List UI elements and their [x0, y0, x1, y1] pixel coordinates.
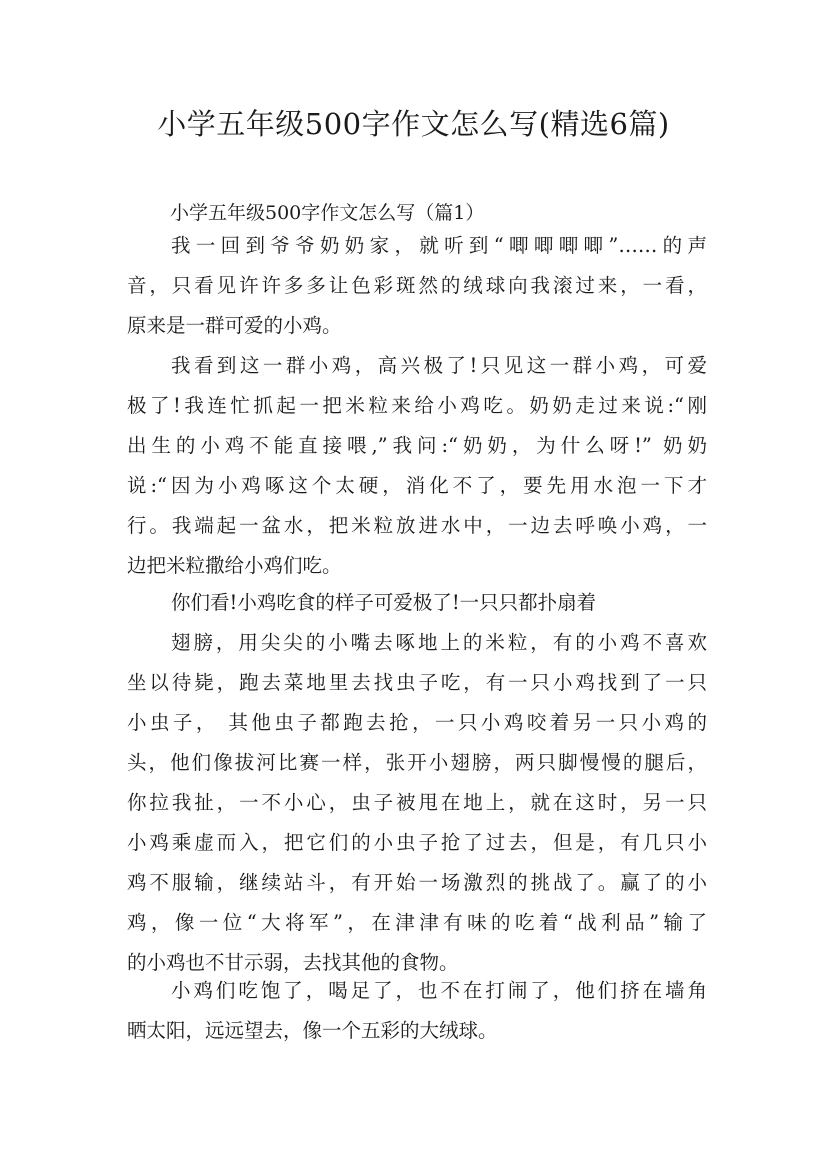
- document-title: 小学五年级500字作文怎么写(精选6篇): [157, 107, 670, 141]
- paragraph-line: 原来是一群可爱的小鸡。: [127, 314, 342, 337]
- paragraph-line: 翅膀，用尖尖的小嘴去啄地上的米粒，有的小鸡不喜欢: [171, 631, 707, 654]
- paragraph-line: 说:“因为小鸡啄这个太硬，消化不了，要先用水泡一下才: [127, 474, 707, 497]
- paragraph-4: [127, 623, 707, 983]
- paragraph-line: 边把米粒撒给小鸡们吃。: [127, 554, 342, 577]
- paragraph-line: 音，只看见许许多多让色彩斑然的绒球向我滚过来，一看，: [127, 274, 707, 297]
- paragraph-1: [127, 226, 707, 346]
- paragraph-line: 出生的小鸡不能直接喂,”我问:“奶奶，为什么呀!” 奶奶: [127, 434, 707, 457]
- paragraph-2: [127, 346, 707, 586]
- paragraph-line: 鸡不服输，继续站斗，有开始一场激烈的挑战了。赢了的小: [127, 871, 707, 894]
- paragraph-line: 晒太阳，远远望去，像一个五彩的大绒球。: [127, 1019, 498, 1042]
- paragraph-line: 你们看!小鸡吃食的样子可爱极了!一只只都扑扇着: [171, 591, 597, 614]
- paragraph-line: 头，他们像拔河比赛一样，张开小翅膀，两只脚慢慢的腿后，: [127, 751, 707, 774]
- paragraph-3: [127, 583, 707, 623]
- paragraph-line: 你拉我扯，一不小心，虫子被甩在地上，就在这时，另一只: [127, 791, 707, 814]
- paragraph-line: 我一回到爷爷奶奶家，就听到“唧唧唧唧”……的声: [171, 234, 707, 257]
- paragraph-line: 小虫子， 其他虫子都跑去抢，一只小鸡咬着另一只小鸡的: [127, 711, 707, 734]
- section-heading: 小学五年级500字作文怎么写（篇1）: [170, 202, 485, 224]
- paragraph-line: 的小鸡也不甘示弱，去找其他的食物。: [127, 951, 459, 974]
- paragraph-line: 坐以待毙，跑去菜地里去找虫子吃，有一只小鸡找到了一只: [127, 671, 707, 694]
- paragraph-5: [127, 971, 707, 1051]
- paragraph-line: 小鸡乘虚而入，把它们的小虫子抢了过去，但是，有几只小: [127, 831, 707, 854]
- paragraph-line: 小鸡们吃饱了，喝足了，也不在打闹了，他们挤在墙角: [171, 979, 707, 1002]
- paragraph-line: 我看到这一群小鸡，高兴极了!只见这一群小鸡，可爱: [171, 354, 707, 377]
- paragraph-line: 行。我端起一盆水，把米粒放进水中，一边去呼唤小鸡，一: [127, 514, 707, 537]
- paragraph-line: 鸡，像一位“大将军”，在津津有味的吃着“战利品”输了: [127, 911, 707, 934]
- paragraph-line: 极了!我连忙抓起一把米粒来给小鸡吃。奶奶走过来说:“刚: [127, 394, 707, 417]
